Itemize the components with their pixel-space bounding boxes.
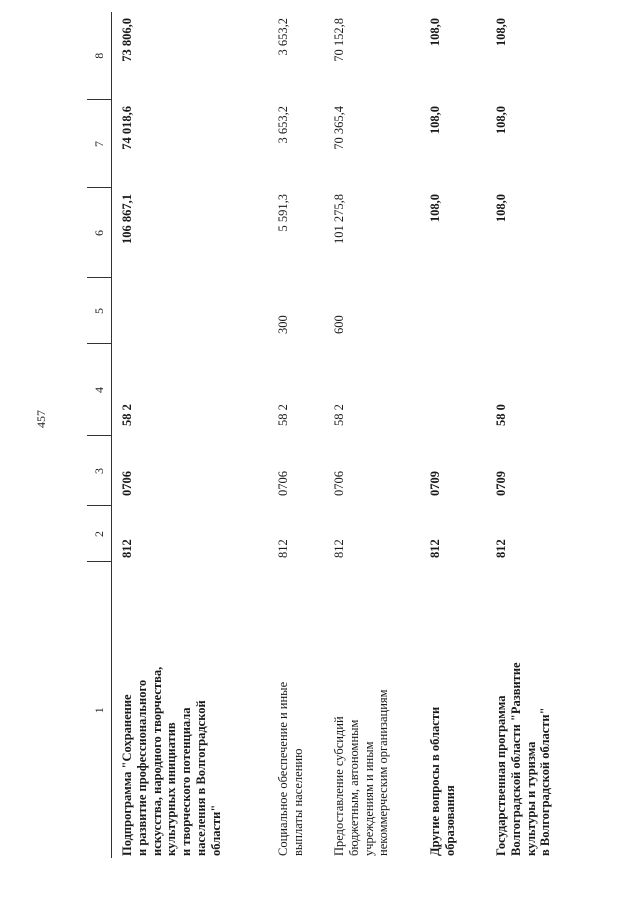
header-cell: 5	[87, 278, 112, 344]
cell-amount-1: 108,0	[494, 194, 508, 223]
table-row	[420, 12, 486, 858]
budget-table	[87, 12, 584, 858]
cell-amount-2: 70 365,4	[332, 106, 346, 150]
cell-amount-2: 108,0	[428, 106, 442, 135]
cell-expense-type: 600	[332, 315, 346, 334]
table-row	[268, 12, 324, 858]
row-name: Социальное обеспечение и иные выплаты населению	[276, 681, 305, 856]
cell-amount-1: 5 591,3	[276, 194, 290, 232]
cell-amount-2: 74 018,6	[120, 106, 134, 150]
cell-expense-type	[486, 278, 584, 344]
row-name: Государственная программа Волгоградской области "Развитие культуры и туризма в Волгоградской области"	[494, 662, 553, 856]
cell-section: 0706	[332, 471, 346, 496]
header-cell: 6	[87, 188, 112, 278]
cell-amount-3: 73 806,0	[120, 18, 134, 62]
cell-expense-type	[420, 278, 486, 344]
table-row	[112, 12, 269, 858]
cell-section: 0706	[276, 471, 290, 496]
cell-amount-1: 101 275,8	[332, 194, 346, 244]
cell-section: 0709	[494, 471, 508, 496]
header-cell: 7	[87, 100, 112, 188]
cell-target: 58 2	[332, 404, 346, 426]
cell-ministry: 812	[428, 539, 442, 558]
cell-amount-1: 106 867,1	[120, 194, 134, 244]
row-name: Предоставление субсидий бюджетным, автономным учреждениям и иным некоммерческим организациям	[332, 689, 391, 856]
cell-target: 58 0	[494, 404, 508, 426]
cell-amount-3: 108,0	[428, 18, 442, 47]
cell-section: 0706	[120, 471, 134, 496]
cell-ministry: 812	[276, 539, 290, 558]
row-name: Подпрограмма "Сохранение и развитие профессионального искусства, народного творчества, культурных инициатив и творческого потенциала населения в Волгоградской области"	[120, 666, 223, 856]
cell-amount-2: 3 653,2	[276, 106, 290, 144]
header-cell: 2	[87, 506, 112, 562]
header-cell: 4	[87, 344, 112, 436]
row-name: Другие вопросы в области образования	[428, 706, 457, 856]
cell-target: 58 2	[276, 404, 290, 426]
cell-target: 58 2	[120, 404, 134, 426]
page-number: 457	[34, 410, 48, 428]
cell-amount-3: 70 152,8	[332, 18, 346, 62]
header-row	[87, 12, 112, 858]
rotated-table-page	[87, 12, 553, 858]
cell-amount-3: 3 653,2	[276, 18, 290, 56]
cell-target	[420, 344, 486, 436]
cell-amount-3: 108,0	[494, 18, 508, 47]
table-row	[486, 12, 584, 858]
cell-expense-type	[112, 278, 269, 344]
cell-section: 0709	[428, 471, 442, 496]
header-cell: 1	[87, 562, 112, 858]
table-row	[324, 12, 420, 858]
cell-ministry: 812	[494, 539, 508, 558]
header-cell: 8	[87, 12, 112, 100]
cell-amount-2: 108,0	[494, 106, 508, 135]
cell-amount-1: 108,0	[428, 194, 442, 223]
cell-ministry: 812	[332, 539, 346, 558]
header-cell: 3	[87, 436, 112, 506]
cell-expense-type: 300	[276, 315, 290, 334]
cell-ministry: 812	[120, 539, 134, 558]
